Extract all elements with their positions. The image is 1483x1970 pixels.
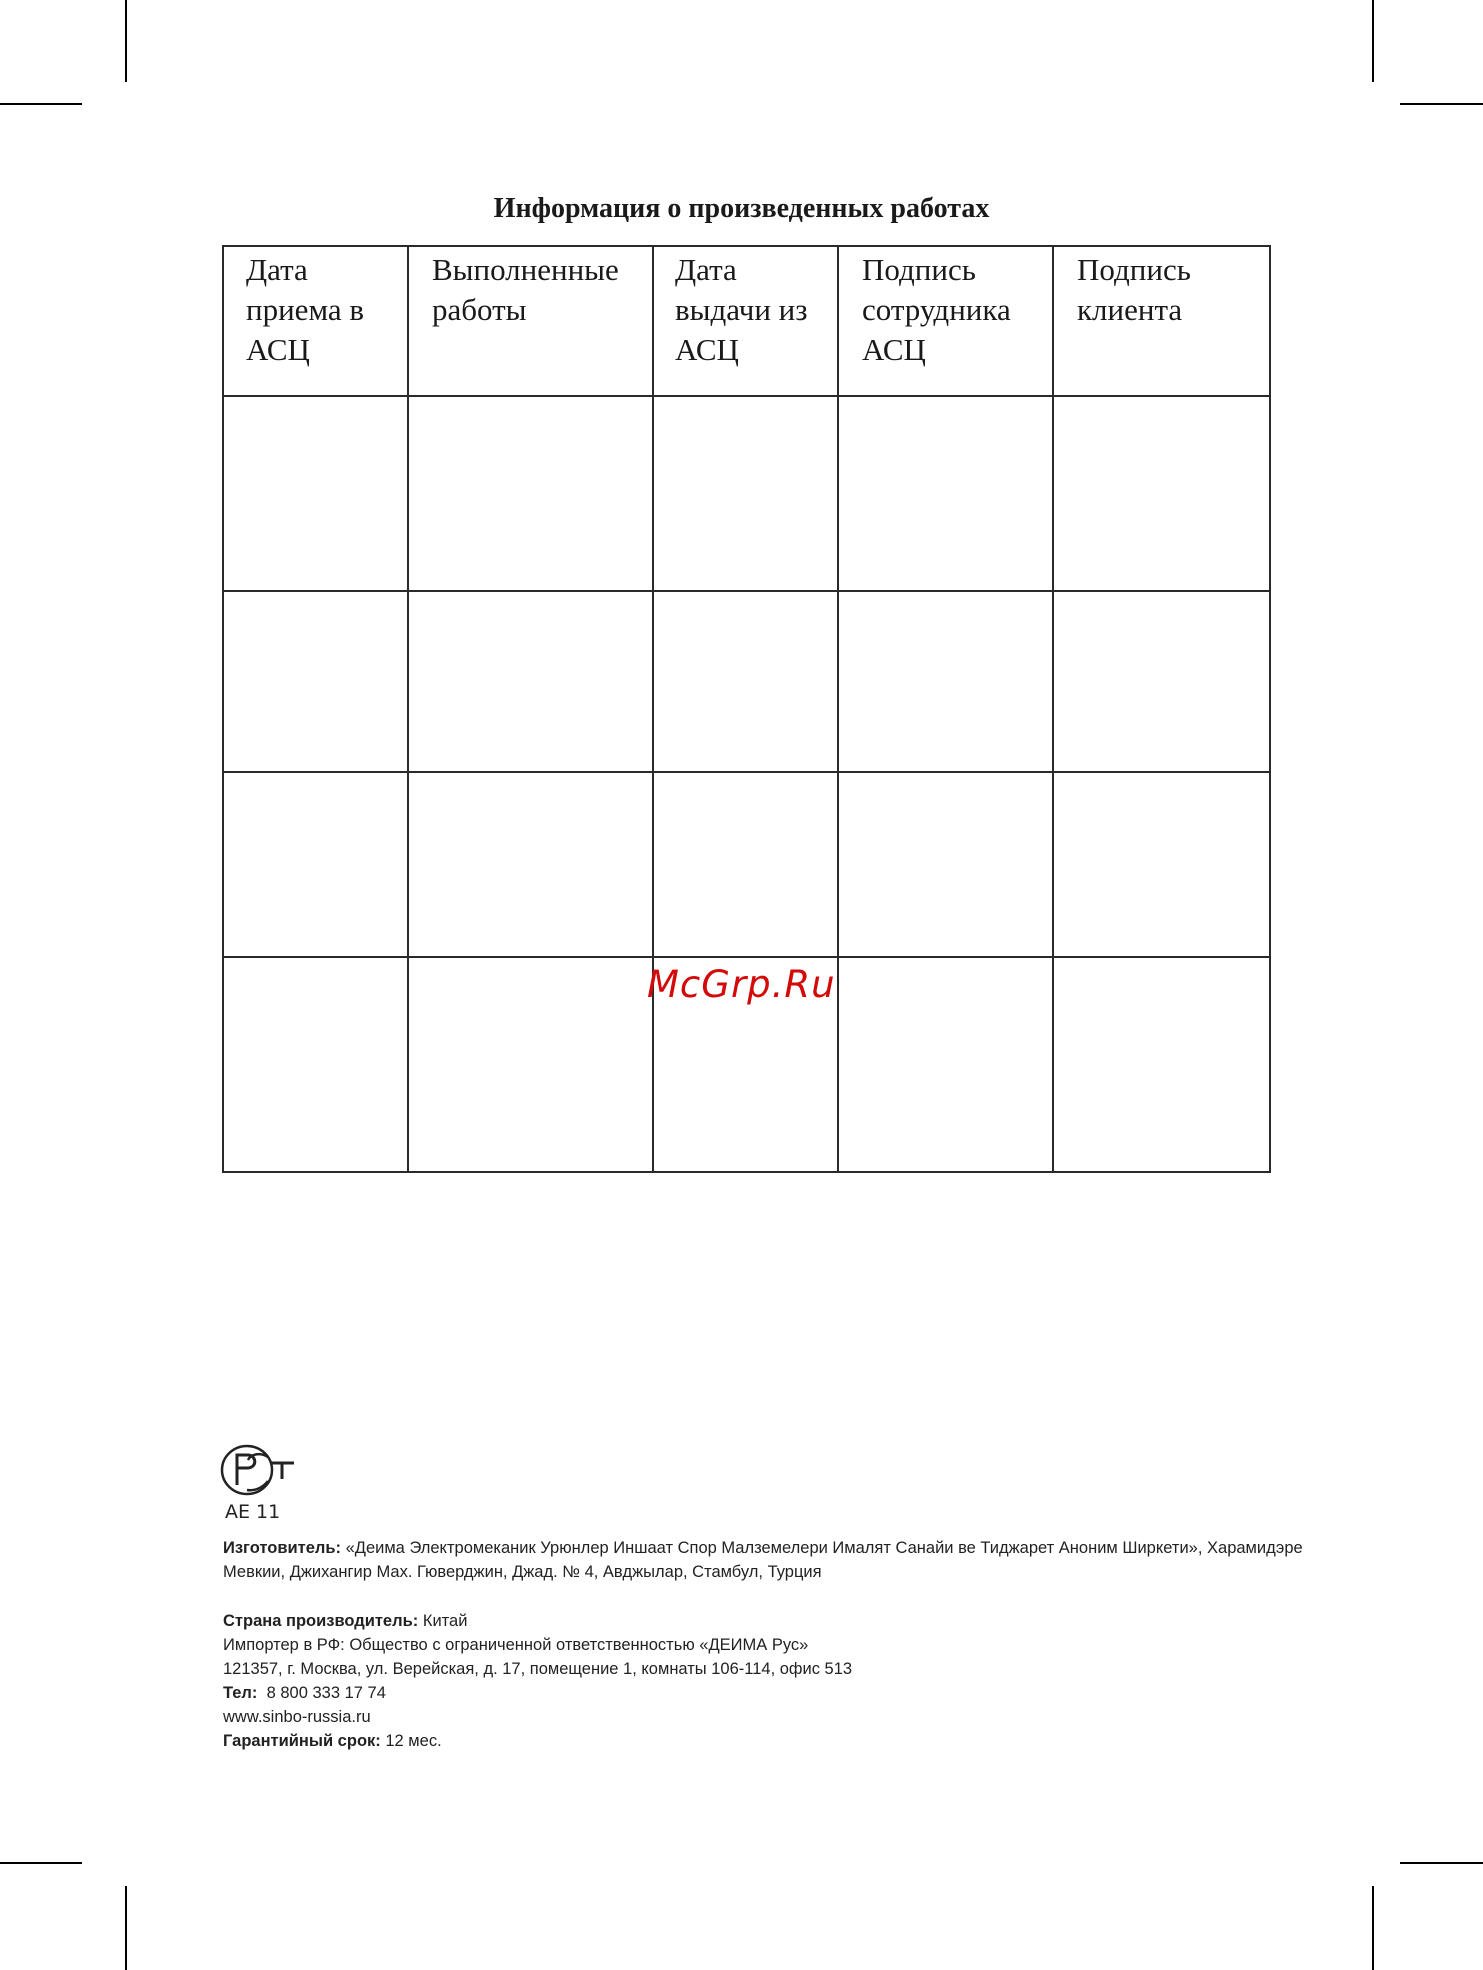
manufacturer-text-line1: «Деима Электромеканик Урюнлер Иншаат Спор Малземелери Ималят Санайи ве Тиджарет Аноним Ширкети», Харамидэре	[345, 1539, 1303, 1557]
header-work-performed: Выполненные работы	[408, 246, 653, 396]
warranty-value: 12 мес.	[385, 1732, 442, 1750]
table-cell	[653, 396, 838, 591]
header-date-received: Дата приема в АСЦ	[223, 246, 408, 396]
watermark: McGrp.Ru	[647, 963, 836, 1006]
page-title: Информация о произведенных работах	[493, 193, 990, 224]
table-cell	[223, 772, 408, 957]
table-cell	[1053, 396, 1270, 591]
table-row	[223, 772, 1270, 957]
table-cell	[838, 957, 1053, 1172]
table-cell	[1053, 772, 1270, 957]
crop-mark-bottom-left-vertical	[125, 1886, 127, 1970]
country-label: Страна производитель:	[223, 1612, 419, 1630]
table-cell	[653, 772, 838, 957]
table-cell	[408, 396, 653, 591]
table-cell	[838, 772, 1053, 957]
certification-code: AE 11	[225, 1501, 281, 1523]
table-cell	[223, 396, 408, 591]
header-client-signature: Подпись клиента	[1053, 246, 1270, 396]
table-row	[223, 396, 1270, 591]
table-cell	[408, 957, 653, 1172]
crop-mark-top-left-vertical	[125, 0, 127, 82]
crop-mark-top-right-vertical	[1372, 0, 1374, 82]
header-employee-signature: Подпись сотрудника АСЦ	[838, 246, 1053, 396]
rst-certification-mark-icon	[220, 1443, 298, 1497]
manufacturer-text-line2: Мевкии, Джихангир Мах. Гюверджин, Джад. № 4, Авджылар, Стамбул, Турция	[223, 1563, 822, 1581]
website-link[interactable]: www.sinbo-russia.ru	[223, 1708, 371, 1726]
table-cell	[223, 957, 408, 1172]
warranty-label: Гарантийный срок:	[223, 1732, 381, 1750]
table-cell	[838, 591, 1053, 772]
country-value: Китай	[422, 1612, 468, 1630]
importer-address: 121357, г. Москва, ул. Верейская, д. 17, помещение 1, комнаты 106-114, офис 513	[223, 1660, 853, 1678]
table-cell	[1053, 591, 1270, 772]
header-date-issued: Дата выдачи из АСЦ	[653, 246, 838, 396]
table-cell	[408, 591, 653, 772]
crop-mark-top-left-horizontal	[0, 103, 82, 105]
crop-mark-bottom-right-vertical	[1372, 1886, 1374, 1970]
table-header-row	[223, 246, 1270, 396]
phone-value: 8 800 333 17 74	[266, 1684, 386, 1702]
table-row	[223, 591, 1270, 772]
table-cell	[408, 772, 653, 957]
details-block	[223, 1609, 1293, 1753]
manufacturer-block	[223, 1536, 1303, 1584]
manufacturer-label: Изготовитель:	[223, 1539, 341, 1557]
table-cell	[838, 396, 1053, 591]
crop-mark-bottom-right-horizontal	[1400, 1862, 1483, 1864]
table-cell	[223, 591, 408, 772]
work-record-table	[222, 245, 1271, 1173]
importer-text: Импортер в РФ: Общество с ограниченной ответственностью «ДЕИМА Рус»	[223, 1636, 809, 1654]
crop-mark-top-right-horizontal	[1400, 103, 1483, 105]
table-cell	[653, 591, 838, 772]
phone-label: Тел:	[223, 1684, 258, 1702]
crop-mark-bottom-left-horizontal	[0, 1862, 82, 1864]
table-cell	[1053, 957, 1270, 1172]
